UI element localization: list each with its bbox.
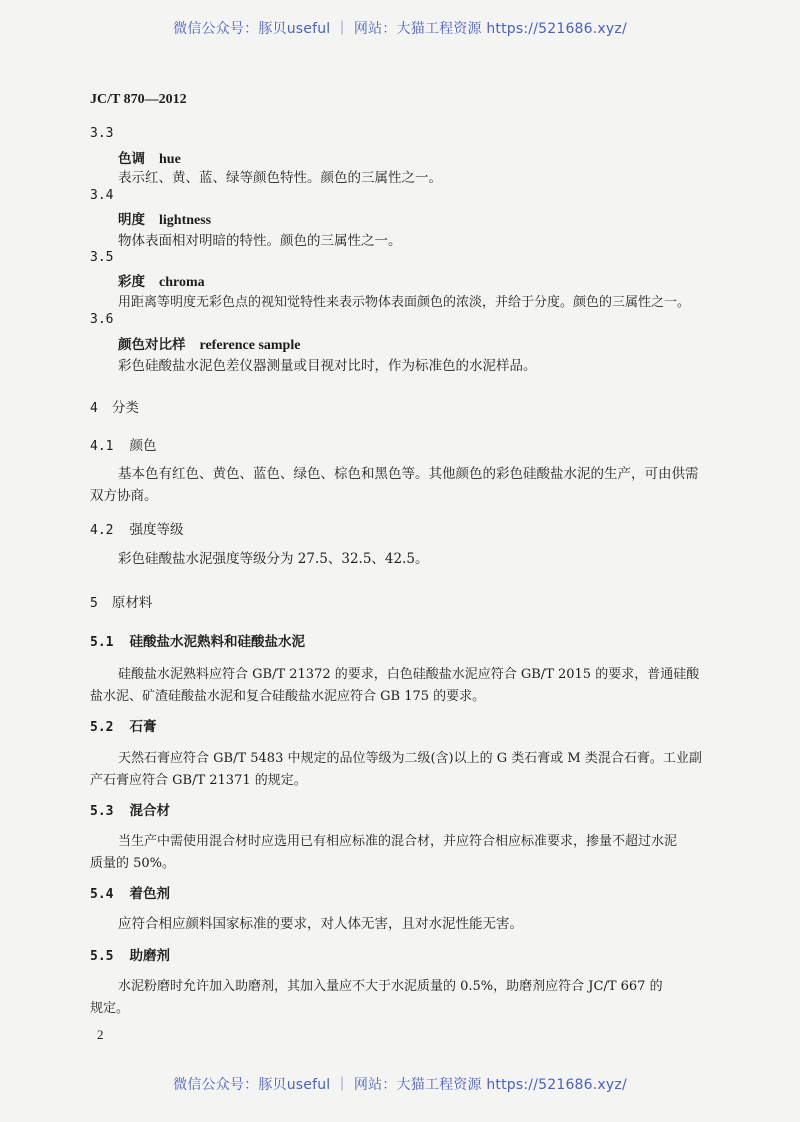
paragraph-line: 彩色硅酸盐水泥强度等级分为 27.5、32.5、42.5。: [118, 551, 429, 567]
term-en: hue: [159, 152, 181, 167]
section-heading: [90, 591, 152, 611]
subsection-title: 颜色: [129, 438, 157, 454]
paragraph-line: 产石膏应符合 GB/T 21371 的规定。: [90, 773, 307, 788]
standard-code: JC/T 870—2012: [90, 92, 187, 107]
paragraph-line: 基本色有红色、黄色、蓝色、绿色、棕色和黑色等。其他颜色的彩色硅酸盐水泥的生产，可由供需: [118, 466, 699, 482]
term-definition: 彩色硅酸盐水泥色差仪器测量或目视对比时，作为标准色的水泥样品。: [118, 358, 537, 374]
subsection-number: 4.2: [90, 523, 114, 538]
term-en: lightness: [159, 213, 212, 228]
subsection-number: 5.5: [90, 949, 114, 964]
paragraph-line: 规定。: [90, 1001, 130, 1016]
watermark-top: 微信公众号：豚贝useful ｜ 网站：大猫工程资源 https://521686.xyz/: [173, 21, 627, 37]
section-heading: [90, 396, 139, 416]
term-definition: 用距离等明度无彩色点的视知觉特性来表示物体表面颜色的浓淡，并给于分度。颜色的三属性之一。: [118, 295, 691, 310]
term-number: 3.6: [90, 312, 114, 327]
term-number: 3.3: [90, 126, 114, 141]
term-zh: 彩度: [118, 274, 145, 290]
term-definition: 表示红、黄、蓝、绿等颜色特性。颜色的三属性之一。: [118, 170, 442, 186]
subsection-heading: [90, 630, 305, 650]
term-zh: 明度: [118, 212, 145, 228]
term-number: 3.4: [90, 188, 114, 203]
subsection-title: 强度等级: [129, 522, 184, 538]
term-number: 3.5: [90, 250, 114, 265]
subsection-number: 5.1: [90, 635, 114, 650]
subsection-title: 着色剂: [129, 886, 170, 902]
paragraph-line: 双方协商。: [90, 488, 158, 504]
subsection-heading: [90, 518, 183, 538]
subsection-heading: [90, 715, 156, 735]
subsection-heading: [90, 944, 170, 964]
section-number: 5: [90, 596, 98, 611]
subsection-number: 5.4: [90, 887, 114, 902]
paragraph-line: 天然石膏应符合 GB/T 5483 中规定的品位等级为二级(含)以上的 G 类石膏或 M 类混合石膏。工业副: [118, 751, 702, 766]
term-title: [118, 208, 211, 229]
term-zh: 颜色对比样: [118, 337, 186, 353]
term-title: [118, 333, 300, 354]
subsection-title: 助磨剂: [129, 948, 170, 964]
subsection-title: 石膏: [129, 719, 157, 735]
section-title: 原材料: [111, 595, 153, 611]
subsection-heading: [90, 799, 170, 819]
paragraph-line: 硅酸盐水泥熟料应符合 GB/T 21372 的要求，白色硅酸盐水泥应符合 GB/T 2015 的要求，普通硅酸: [118, 667, 700, 682]
paragraph-line: 应符合相应颜料国家标准的要求，对人体无害，且对水泥性能无害。: [118, 916, 523, 932]
watermark-bottom: 微信公众号：豚贝useful ｜ 网站：大猫工程资源 https://521686.xyz/: [173, 1077, 627, 1093]
term-en: chroma: [159, 275, 205, 290]
term-title: [118, 147, 181, 168]
term-definition: 物体表面相对明暗的特性。颜色的三属性之一。: [118, 233, 402, 249]
subsection-title: 混合材: [129, 803, 170, 819]
term-title: [118, 270, 205, 291]
section-number: 4: [90, 401, 98, 416]
subsection-number: 5.2: [90, 720, 114, 735]
subsection-heading: [90, 882, 170, 902]
section-title: 分类: [111, 400, 139, 416]
term-zh: 色调: [118, 151, 145, 167]
page-number: 2: [97, 1027, 104, 1042]
paragraph-line: 水泥粉磨时允许加入助磨剂，其加入量应不大于水泥质量的 0.5%，助磨剂应符合 JC/T 667 的: [118, 979, 663, 994]
subsection-number: 5.3: [90, 804, 114, 819]
subsection-title: 硅酸盐水泥熟料和硅酸盐水泥: [129, 634, 305, 650]
term-en: reference sample: [199, 338, 301, 353]
subsection-number: 4.1: [90, 439, 114, 454]
subsection-heading: [90, 434, 156, 454]
paragraph-line: 盐水泥、矿渣硅酸盐水泥和复合硅酸盐水泥应符合 GB 175 的要求。: [90, 689, 486, 704]
paragraph-line: 质量的 50%。: [90, 856, 176, 871]
paragraph-line: 当生产中需使用混合材时应选用已有相应标准的混合材，并应符合相应标准要求，掺量不超过水泥: [118, 834, 678, 849]
